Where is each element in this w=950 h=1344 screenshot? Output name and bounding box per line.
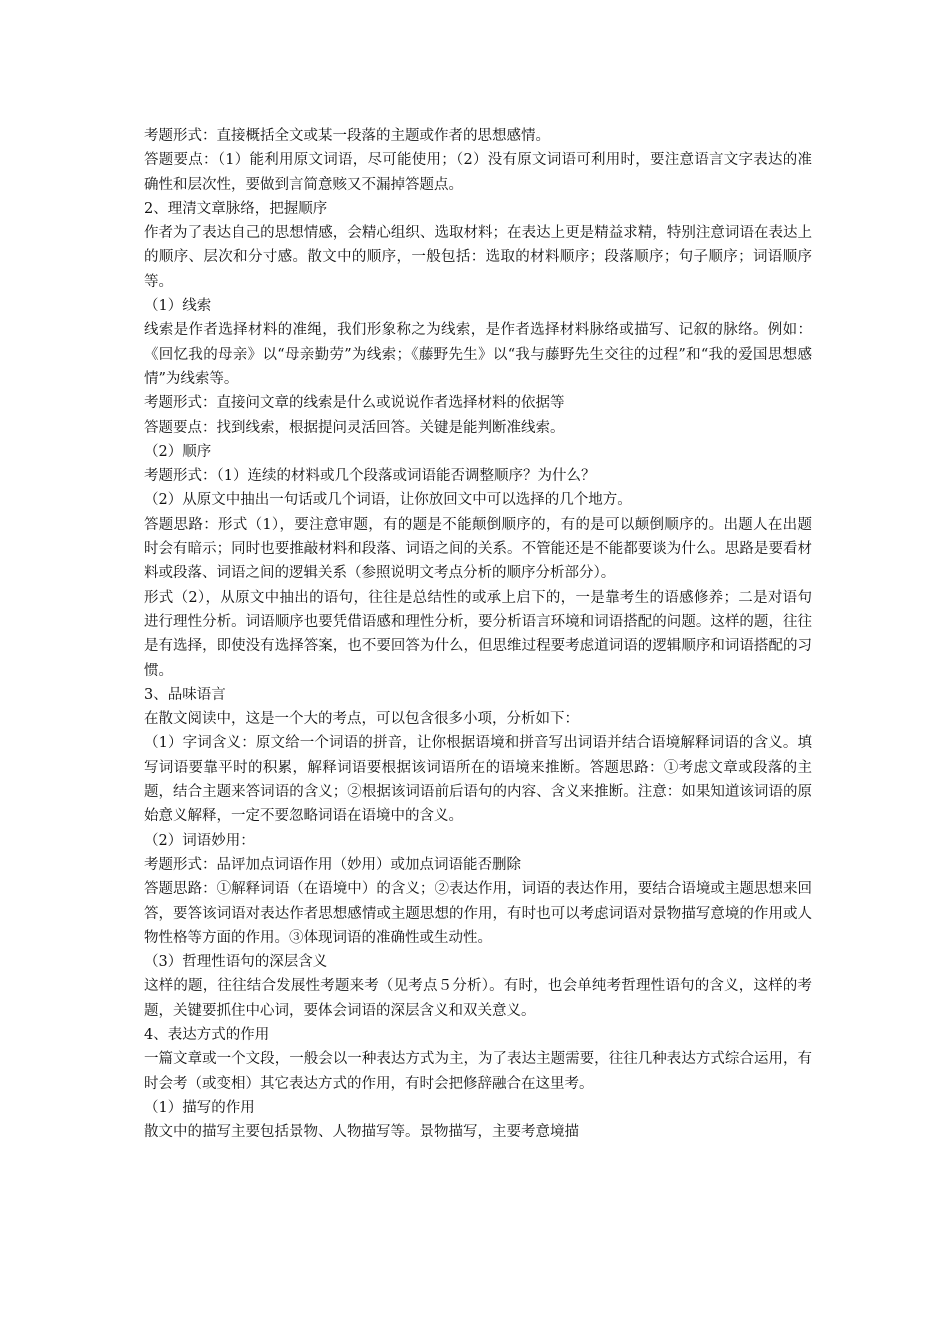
paragraph: 一篇文章或一个文段，一般会以一种表达方式为主，为了表达主题需要，往往几种表达方式综合运用，有时会考（或变相）其它表达方式的作用，有时会把修辞融合在这里考。	[144, 1051, 812, 1092]
subsection-heading: （3）哲理性语句的深层含义	[144, 954, 328, 971]
subsection-heading: （2）词语妙用：	[144, 832, 255, 849]
paragraph: 答题要点：找到线索，根据提问灵活回答。关键是能判断准线索。	[144, 419, 565, 436]
paragraph: （2）从原文中抽出一句话或几个词语，让你放回文中可以选择的几个地方。	[144, 492, 632, 509]
section-heading: 2、理清文章脉络，把握顺序	[144, 200, 328, 217]
paragraph: 考题形式：直接问文章的线索是什么或说说作者选择材料的依据等	[144, 395, 565, 412]
section-heading: 3、品味语言	[144, 686, 226, 703]
paragraph: 考题形式：直接概括全文或某一段落的主题或作者的思想感情。	[144, 128, 550, 144]
paragraph: 考题形式：品评加点词语作用（妙用）或加点词语能否删除	[144, 856, 521, 873]
document-body	[144, 124, 812, 1144]
paragraph: 答题思路：形式（1），要注意审题，有的题是不能颠倒顺序的，有的是可以颠倒顺序的。出题人在出题时会有暗示；同时也要推敲材料和段落、词语之间的关系。不管能还是不能都要谈为什么。思路是要看材料或段落、词语之间的逻辑关系（参照说明文考点分析的顺序分析部分）。	[144, 516, 812, 582]
paragraph: 作者为了表达自己的思想情感，会精心组织、选取材料；在表达上更是精益求精，特别注意词语在表达上的顺序、层次和分寸感。散文中的顺序，一般包括：选取的材料顺序；段落顺序；句子顺序；词语顺序等。	[144, 225, 812, 290]
paragraph: 答题思路：①解释词语（在语境中）的含义；②表达作用，词语的表达作用，要结合语境或主题思想来回答，要答该词语对表达作者思想感情或主题思想的作用，有时也可以考虑词语对景物描写意境的作用或人物性格等方面的作用。③体现词语的准确性或生动性。	[144, 881, 812, 946]
paragraph: 考题形式：（1）连续的材料或几个段落或词语能否调整顺序？为什么？	[144, 468, 596, 485]
paragraph: 线索是作者选择材料的准绳，我们形象称之为线索，是作者选择材料脉络或描写、记叙的脉络。例如：《回忆我的母亲》以“母亲勤劳”为线索；《藤野先生》以“我与藤野先生交往的过程”和“我的爱国思想感情”为线索等。	[144, 322, 812, 387]
paragraph: 答题要点：（1）能利用原文词语，尽可能使用；（2）没有原文词语可利用时，要注意语言文字表达的准确性和层次性，要做到言简意赅又不漏掉答题点。	[144, 152, 812, 193]
subsection-heading: （1）线索	[144, 298, 212, 315]
paragraph: 这样的题，往往结合发展性考题来考（见考点５分析）。有时，也会单纯考哲理性语句的含义，这样的考题，关键要抓住中心词，要体会词语的深层含义和双关意义。	[144, 978, 812, 1019]
paragraph: 散文中的描写主要包括景物、人物描写等。景物描写，主要考意境描	[144, 1124, 579, 1141]
subsection-heading: （1）描写的作用	[144, 1099, 255, 1116]
paragraph: （1）字词含义：原文给一个词语的拼音，让你根据语境和拼音写出词语并结合语境解释词语的含义。填写词语要靠平时的积累，解释词语要根据该词语所在的语境来推断。答题思路：①考虑文章或段落的主题，结合主题来答词语的含义；②根据该词语前后语句的内容、含义来推断。注意：如果知道该词语的原始意义解释，一定不要忽略词语在语境中的含义。	[144, 735, 812, 825]
paragraph: 在散文阅读中，这是一个大的考点，可以包含很多小项，分析如下：	[144, 711, 579, 728]
subsection-heading: （2）顺序	[144, 443, 212, 460]
section-heading: 4、表达方式的作用	[144, 1026, 270, 1043]
paragraph: 形式（2），从原文中抽出的语句，往往是总结性的或承上启下的，一是靠考生的语感修养；二是对语句进行理性分析。词语顺序也要凭借语感和理性分析，要分析语言环境和词语搭配的问题。这样的题，往往是有选择，即使没有选择答案，也不要回答为什么，但思维过程要考虑道词语的逻辑顺序和词语搭配的习惯。	[144, 589, 812, 679]
